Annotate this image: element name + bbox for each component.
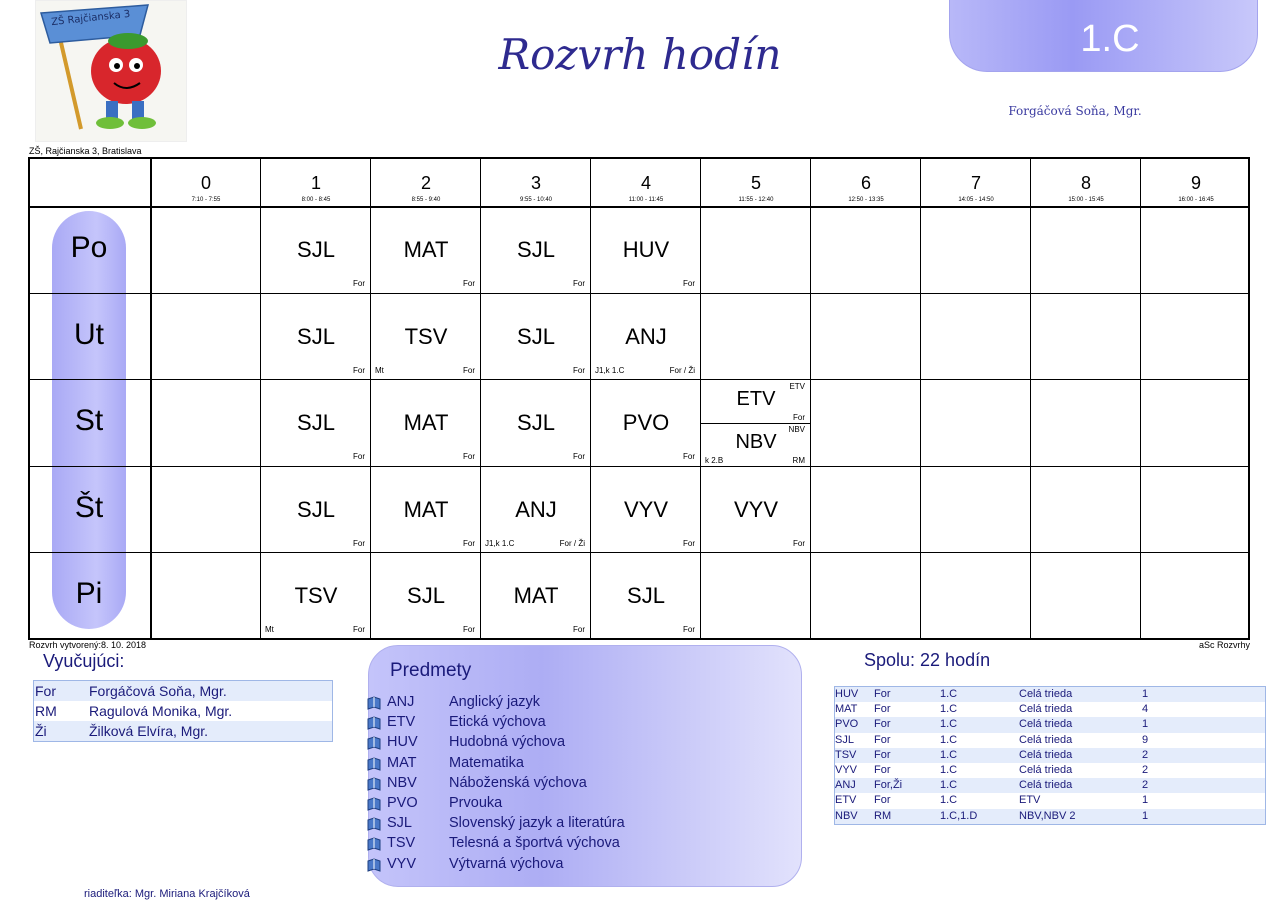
school-logo xyxy=(35,0,187,142)
summary-subject: SJL xyxy=(835,733,854,746)
period-number: 7 xyxy=(970,173,981,193)
page-title: Rozvrh hodín xyxy=(498,30,782,79)
period-number: 3 xyxy=(530,173,541,193)
summary-class: 1.C xyxy=(940,733,958,746)
lesson-teacher: For xyxy=(353,452,365,462)
summary-group: Celá trieda xyxy=(1019,748,1073,761)
subject-name: Prvouka xyxy=(449,795,503,811)
lesson-subject: SJL xyxy=(517,410,555,436)
lesson-subject: SJL xyxy=(407,583,445,609)
logo-flag-text: ZŠ Rajčianska 3 xyxy=(50,8,131,29)
lesson-group: ETV xyxy=(789,382,805,392)
summary-teacher: For xyxy=(874,703,891,716)
book-icon xyxy=(366,756,382,772)
lesson-subject: TSV xyxy=(404,323,448,349)
class-name: 1.C xyxy=(1080,18,1140,60)
lesson-subject: MAT xyxy=(513,583,559,609)
grid-vline xyxy=(920,159,921,638)
summary-group: Celá trieda xyxy=(1019,733,1073,746)
lesson-subject: SJL xyxy=(627,583,665,609)
lesson-teacher: For xyxy=(463,625,475,635)
subject-name: Výtvarná výchova xyxy=(449,855,564,872)
lesson-subject: VYV xyxy=(733,496,779,522)
summary-count: 2 xyxy=(1142,779,1149,792)
lesson-teacher: For xyxy=(793,413,805,423)
period-number: 4 xyxy=(640,173,651,193)
lesson-teacher: For / Ži xyxy=(559,538,585,548)
created-date: Rozvrh vytvorený:8. 10. 2018 xyxy=(29,640,147,650)
lesson-teacher: For xyxy=(353,538,365,548)
teacher-row xyxy=(34,721,332,741)
grid-vline xyxy=(480,159,481,638)
lesson-teacher: For xyxy=(683,538,695,548)
lesson-group: NBV xyxy=(788,425,805,435)
summary-teacher: For xyxy=(874,748,891,761)
period-number: 2 xyxy=(420,173,431,193)
summary-teacher: For xyxy=(874,763,891,776)
summary-subject: MAT xyxy=(835,703,858,716)
grid-vline xyxy=(150,159,152,638)
summary-subject: TSV xyxy=(835,748,857,761)
summary-class: 1.C xyxy=(940,688,958,700)
lesson-room: J1,k 1.C xyxy=(485,538,515,548)
period-number: 6 xyxy=(860,173,871,193)
lesson-teacher: For xyxy=(793,538,805,548)
timetable xyxy=(28,157,1250,640)
grid-hline xyxy=(30,466,1248,467)
teacher-name: Žilková Elvíra, Mgr. xyxy=(89,723,209,739)
book-icon xyxy=(366,715,382,731)
subject-name: Telesná a športvá výchova xyxy=(449,835,620,852)
subject-abbr: TSV xyxy=(387,835,416,852)
grid-hline xyxy=(30,206,1248,208)
lesson-teacher: For xyxy=(353,365,365,375)
summary-row xyxy=(835,687,1265,702)
day-label: St xyxy=(74,404,104,438)
teacher-name: Forgáčová Soňa, Mgr. xyxy=(89,683,227,699)
summary-group: NBV,NBV 2 xyxy=(1019,809,1076,822)
summary-subject: ETV xyxy=(835,794,857,807)
subject-abbr: VYV xyxy=(387,855,417,872)
summary-title: Spolu: 22 hodín xyxy=(864,650,991,670)
lesson-subject: PVO xyxy=(622,410,670,436)
book-icon xyxy=(366,796,382,812)
summary-class: 1.C xyxy=(940,748,958,761)
grid-vline xyxy=(1030,159,1031,638)
subject-name: Anglický jazyk xyxy=(449,694,541,710)
summary-class: 1.C xyxy=(940,794,958,807)
summary-class: 1.C xyxy=(940,718,958,731)
period-number: 8 xyxy=(1080,173,1091,193)
grid-vline xyxy=(260,159,261,638)
subject-name: Slovenský jazyk a literatúra xyxy=(449,815,625,832)
teachers-title: Vyučujúci: xyxy=(43,651,125,671)
summary-subject: HUV xyxy=(835,688,859,700)
book-icon xyxy=(366,816,382,832)
lesson-teacher: For xyxy=(463,365,475,375)
summary-teacher: For xyxy=(874,794,891,807)
summary-group: Celá trieda xyxy=(1019,703,1073,716)
summary-count: 1 xyxy=(1142,794,1149,807)
summary-row xyxy=(835,748,1265,763)
lesson-subject: SJL xyxy=(297,323,335,349)
lesson-subject: MAT xyxy=(403,237,449,262)
teacher-row xyxy=(34,681,332,701)
grid-vline xyxy=(590,159,591,638)
subject-abbr: ETV xyxy=(387,714,416,731)
teacher-abbr: Ži xyxy=(35,723,47,739)
lesson-teacher: For / Ži xyxy=(669,365,695,375)
lesson-subject: TSV xyxy=(294,583,338,609)
school-name: ZŠ, Rajčianska 3, Bratislava xyxy=(29,146,142,156)
period-number: 0 xyxy=(200,173,211,193)
subject-abbr: PVO xyxy=(387,795,418,811)
lesson-teacher: For xyxy=(573,625,585,635)
lesson-teacher: For xyxy=(463,452,475,462)
lesson-subject: MAT xyxy=(403,410,449,436)
summary-class: 1.C xyxy=(940,779,958,792)
subject-abbr: HUV xyxy=(387,734,418,751)
lesson-subject: SJL xyxy=(297,410,335,436)
summary-row xyxy=(835,717,1265,732)
lesson-teacher: For xyxy=(573,452,585,462)
subject-name: Hudobná výchova xyxy=(449,734,566,751)
summary-teacher: RM xyxy=(874,809,892,822)
lesson-teacher: For xyxy=(353,625,365,635)
summary-teacher: For,Ži xyxy=(874,779,903,792)
summary-teacher: For xyxy=(874,718,891,731)
summary-subject: ANJ xyxy=(835,779,856,792)
period-time: 16:00 - 16:45 xyxy=(1178,197,1214,203)
summary-group: Celá trieda xyxy=(1019,779,1073,792)
period-number: 9 xyxy=(1190,173,1201,193)
lesson-subject: MAT xyxy=(403,496,449,522)
subject-abbr: MAT xyxy=(387,754,417,771)
summary-subject: PVO xyxy=(835,718,859,731)
teacher-name: Ragulová Monika, Mgr. xyxy=(89,703,233,719)
grid-vline xyxy=(1140,159,1141,638)
summary-row xyxy=(835,733,1265,748)
book-icon xyxy=(366,735,382,751)
period-time: 8:00 - 8:45 xyxy=(301,197,331,203)
lesson-teacher: For xyxy=(683,452,695,462)
subject-abbr: NBV xyxy=(387,774,417,791)
day-label: Po xyxy=(70,231,108,264)
period-time: 9:55 - 10:40 xyxy=(519,197,553,203)
summary-table xyxy=(834,686,1266,825)
subjects-title: Predmety xyxy=(390,660,472,681)
summary-class: 1.C xyxy=(940,703,958,716)
summary-count: 4 xyxy=(1142,703,1149,716)
subject-name: Etická výchova xyxy=(449,714,546,731)
teacher-abbr: RM xyxy=(35,703,57,719)
summary-count: 1 xyxy=(1142,809,1149,822)
lesson-subject: ETV xyxy=(736,388,776,411)
book-icon xyxy=(366,776,382,792)
summary-row xyxy=(835,763,1265,778)
grid-hline xyxy=(30,552,1248,553)
day-label: Št xyxy=(74,490,104,524)
summary-row xyxy=(835,809,1265,824)
subject-name: Matematika xyxy=(449,754,524,771)
lesson-room: Mt xyxy=(265,625,274,635)
day-label: Ut xyxy=(74,317,104,351)
lesson-subject: SJL xyxy=(517,323,555,349)
period-number: 1 xyxy=(310,173,321,193)
summary-teacher: For xyxy=(874,688,891,700)
summary-class: 1.C xyxy=(940,763,958,776)
period-time: 8:55 - 9:40 xyxy=(411,197,441,203)
period-time: 11:55 - 12:40 xyxy=(738,197,774,203)
software-credit: aSc Rozvrhy xyxy=(1198,640,1250,650)
period-time: 7:10 - 7:55 xyxy=(191,197,221,203)
period-number: 5 xyxy=(750,173,761,193)
grid-vline xyxy=(370,159,371,638)
summary-count: 1 xyxy=(1142,718,1149,731)
period-time: 15:00 - 15:45 xyxy=(1068,197,1104,203)
summary-group: Celá trieda xyxy=(1019,688,1073,700)
period-time: 11:00 - 11:45 xyxy=(628,197,664,203)
split-divider xyxy=(701,423,810,424)
subject-abbr: SJL xyxy=(387,815,412,832)
lesson-subject: HUV xyxy=(622,237,670,262)
summary-group: Celá trieda xyxy=(1019,763,1073,776)
summary-count: 1 xyxy=(1142,688,1149,700)
summary-count: 2 xyxy=(1142,763,1149,776)
summary-group: Celá trieda xyxy=(1019,718,1073,731)
period-time: 12:50 - 13:35 xyxy=(848,197,884,203)
lesson-subject: ANJ xyxy=(625,323,667,349)
class-teacher: Forgáčová Soňa, Mgr. xyxy=(1008,104,1142,118)
lesson-subject: ANJ xyxy=(515,496,557,522)
book-icon xyxy=(366,695,382,711)
summary-count: 9 xyxy=(1142,733,1149,746)
lesson-subject: SJL xyxy=(297,237,335,262)
lesson-subject: SJL xyxy=(297,496,335,522)
lesson-teacher: For xyxy=(463,279,475,288)
book-icon xyxy=(366,836,382,852)
lesson-teacher: RM xyxy=(792,456,805,466)
summary-group: ETV xyxy=(1019,794,1041,807)
lesson-teacher: For xyxy=(683,279,695,288)
lesson-teacher: For xyxy=(573,279,585,288)
subject-name: Náboženská výchova xyxy=(449,774,587,791)
lesson-teacher: For xyxy=(573,365,585,375)
lesson-room: Mt xyxy=(375,365,384,375)
lesson-teacher: For xyxy=(683,625,695,635)
grid-hline xyxy=(30,379,1248,380)
summary-count: 2 xyxy=(1142,748,1149,761)
lesson-teacher: For xyxy=(353,279,365,288)
lesson-teacher: For xyxy=(463,538,475,548)
period-time: 14:05 - 14:50 xyxy=(958,197,994,203)
teacher-row xyxy=(34,701,332,721)
lesson-room: J1,k 1.C xyxy=(595,365,625,375)
lesson-room: k 2.B xyxy=(705,456,724,466)
subject-abbr: ANJ xyxy=(387,694,415,710)
summary-row xyxy=(835,702,1265,717)
book-icon xyxy=(366,857,382,873)
teachers-table xyxy=(33,680,333,742)
summary-subject: VYV xyxy=(835,763,858,776)
teacher-abbr: For xyxy=(35,683,56,699)
summary-class: 1.C,1.D xyxy=(940,809,978,822)
day-label: Pi xyxy=(75,577,103,611)
lesson-subject: NBV xyxy=(735,431,777,454)
lesson-subject: VYV xyxy=(623,496,669,522)
summary-row xyxy=(835,778,1265,793)
summary-teacher: For xyxy=(874,733,891,746)
summary-row xyxy=(835,793,1265,808)
grid-hline xyxy=(30,293,1248,294)
lesson-subject: SJL xyxy=(517,237,555,262)
summary-subject: NBV xyxy=(835,809,858,822)
director: riaditeľka: Mgr. Miriana Krajčíková xyxy=(84,888,250,900)
